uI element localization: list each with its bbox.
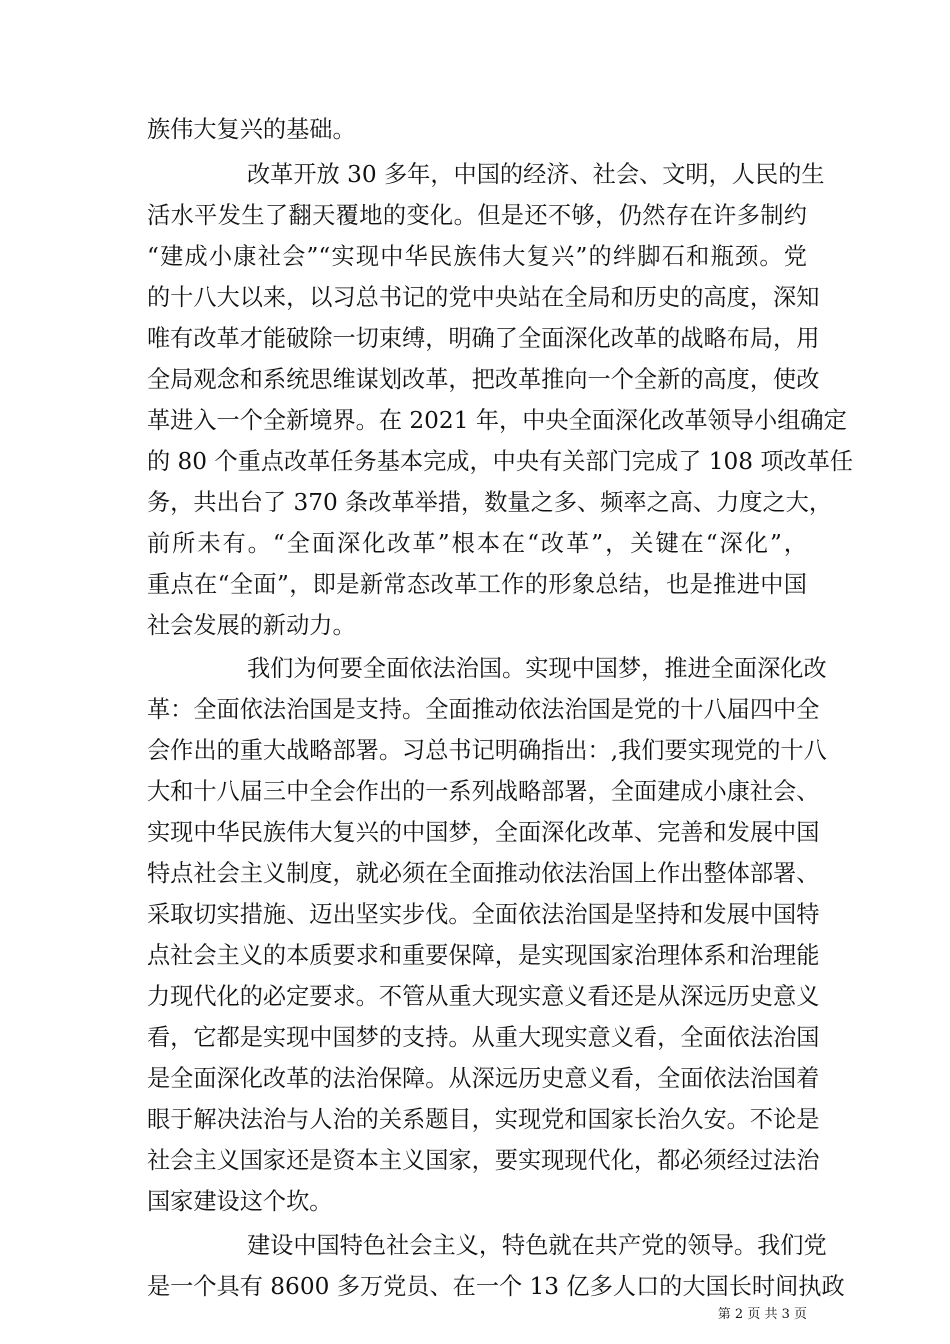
text-line: 眼于解决法治与人治的关系题目，实现党和国家长治久安。不论是 (147, 1106, 820, 1133)
text-line: 的十八大以来，以习总书记的党中央站在全局和历史的高度，深知 (147, 284, 820, 311)
text-line: 特点社会主义制度，就必须在全面推动依法治国上作出整体部署、 (147, 860, 820, 887)
text-line: 国家建设这个坎。 (147, 1188, 333, 1215)
text-line: 重点在“全面”，即是新常态改革工作的形象总结，也是推进中国 (147, 571, 807, 598)
text-line: 我们为何要全面依法治国。实现中国梦，推进全面深化改 (247, 655, 827, 682)
text-line: 点社会主义的本质要求和重要保障，是实现国家治理体系和治理能 (147, 942, 820, 969)
text-line: 改革开放 30 多年，中国的经济、社会、文明，人民的生 (247, 161, 825, 188)
text-line: 建设中国特色社会主义，特色就在共产党的领导。我们党 (247, 1232, 827, 1259)
text-line: 前所未有。“全面深化改革”根本在“改革”，关键在“深化”， (147, 530, 807, 557)
text-line: 采取切实措施、迈出坚实步伐。全面依法治国是坚持和发展中国特 (147, 901, 820, 928)
text-line: 社会主义国家还是资本主义国家，要实现现代化，都必须经过法治 (147, 1147, 820, 1174)
text-line: “建成小康社会”“实现中华民族伟大复兴”的绊脚石和瓶颈。党 (147, 243, 807, 270)
text-line: 务，共出台了 370 条改革举措，数量之多、频率之高、力度之大， (147, 489, 833, 516)
text-line: 革进入一个全新境界。在 2021 年，中央全面深化改革领导小组确定 (147, 407, 847, 434)
text-line: 族伟大复兴的基础。 (147, 116, 356, 143)
text-line: 社会发展的新动力。 (147, 612, 356, 639)
text-line: 是一个具有 8600 多万党员、在一个 13 亿多人口的大国长时间执政 (147, 1273, 845, 1300)
text-line: 力现代化的必定要求。不管从重大现实意义看还是从深远历史意义 (147, 983, 820, 1010)
text-line: 会作出的重大战略部署。习总书记明确指出：,我们要实现党的十八 (147, 737, 827, 764)
text-line: 实现中华民族伟大复兴的中国梦，全面深化改革、完善和发展中国 (147, 819, 820, 846)
text-line: 活水平发生了翻天覆地的变化。但是还不够，仍然存在许多制约 (147, 202, 807, 229)
text-line: 是全面深化改革的法治保障。从深远历史意义看，全面依法治国着 (147, 1065, 820, 1092)
text-line: 看，它都是实现中国梦的支持。从重大现实意义看，全面依法治国 (147, 1024, 820, 1051)
text-line: 唯有改革才能破除一切束缚，明确了全面深化改革的战略布局，用 (147, 325, 820, 352)
text-line: 大和十八届三中全会作出的一系列战略部署，全面建成小康社会、 (147, 778, 820, 805)
page-number-footer: 第 2 页 共 3 页 (717, 1307, 807, 1322)
text-line: 的 80 个重点改革任务基本完成，中央有关部门完成了 108 项改革任 (147, 448, 854, 475)
text-line: 革：全面依法治国是支持。全面推动依法治国是党的十八届四中全 (147, 696, 820, 723)
text-line: 全局观念和系统思维谋划改革，把改革推向一个全新的高度，使改 (147, 366, 820, 393)
